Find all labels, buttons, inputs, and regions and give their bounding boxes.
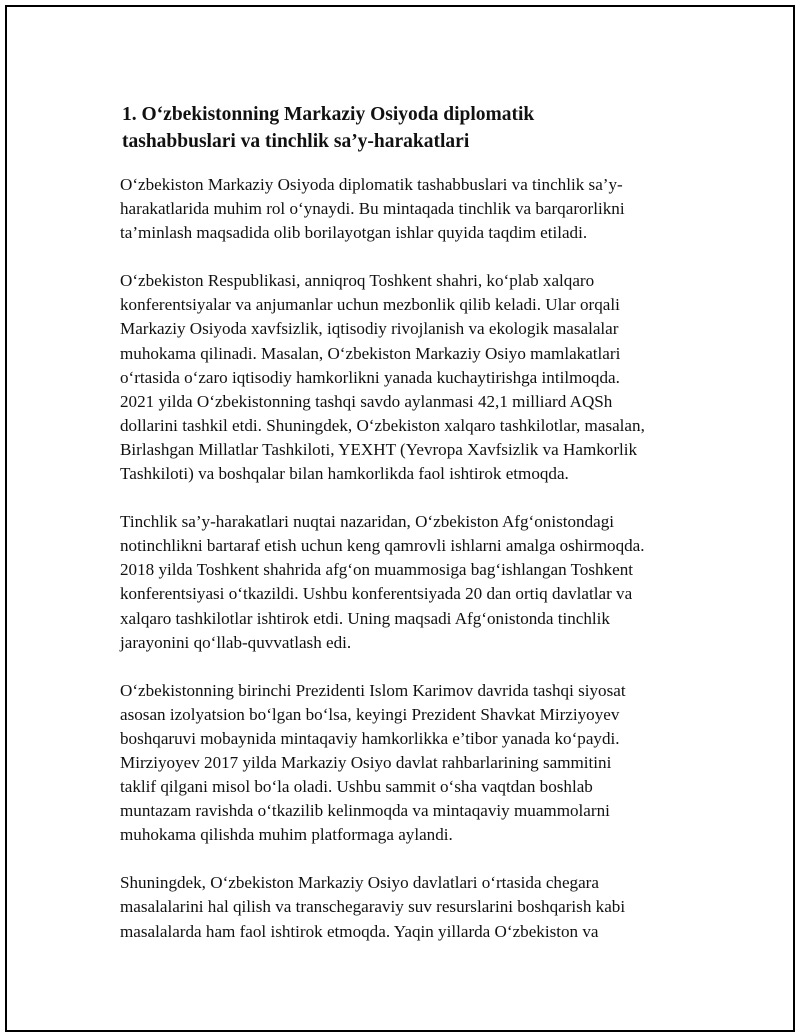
paragraph-line: konferentsiyasi o‘tkazildi. Ushbu konferentsiyada 20 dan ortiq davlatlar va xyxy=(120,584,633,604)
paragraph-line: O‘zbekistonning birinchi Prezidenti Islom Karimov davrida tashqi siyosat xyxy=(120,680,626,700)
paragraph-line: masalalarini hal qilish va transchegaraviy suv resurslarini boshqarish kabi xyxy=(120,897,626,917)
paragraph-line: Birlashgan Millatlar Tashkiloti, YEXHT (Yevropa Xavfsizlik va Hamkorlik xyxy=(120,439,638,459)
paragraph-line: xalqaro tashkilotlar ishtirok etdi. Uning maqsadi Afg‘onistonda tinchlik xyxy=(120,608,610,628)
section-heading xyxy=(122,101,700,155)
paragraph-line: muntazam ravishda o‘tkazilib kelinmoqda va mintaqaviy muammolarni xyxy=(120,801,610,821)
paragraph-line: 2021 yilda O‘zbekistonning tashqi savdo aylanmasi 42,1 milliard AQSh xyxy=(120,391,613,411)
document-body xyxy=(120,101,700,968)
paragraph-line: harakatlarida muhim rol o‘ynaydi. Bu mintaqada tinchlik va barqarorlikni xyxy=(120,199,625,219)
paragraph-line: taklif qilgani misol bo‘la oladi. Ushbu sammit o‘sha vaqtdan boshlab xyxy=(120,777,593,797)
paragraph-line: Tinchlik sa’y-harakatlari nuqtai nazaridan, O‘zbekiston Afg‘onistondagi xyxy=(120,512,615,532)
paragraph-line: konferentsiyalar va anjumanlar uchun mezbonlik qilib keladi. Ular orqali xyxy=(120,295,620,315)
paragraph-line: asosan izolyatsion bo‘lgan bo‘lsa, keyingi Prezident Shavkat Mirziyoyev xyxy=(120,704,620,724)
paragraph-line: boshqaruvi mobaynida mintaqaviy hamkorlikka e’tibor yanada ko‘paydi. xyxy=(120,728,620,748)
page-frame xyxy=(5,5,795,1032)
paragraph-line: o‘rtasida o‘zaro iqtisodiy hamkorlikni yanada kuchaytirishga intilmoqda. xyxy=(120,367,620,387)
paragraph-line: jarayonini qo‘llab-quvvatlash edi. xyxy=(120,632,352,652)
paragraph-peace-efforts xyxy=(120,510,700,655)
paragraph-line: O‘zbekiston Markaziy Osiyoda diplomatik tashabbuslari va tinchlik sa’y- xyxy=(120,175,623,194)
paragraph-borders-water xyxy=(120,871,700,943)
paragraph-line: ta’minlash maqsadida olib borilayotgan ishlar quyida taqdim etiladi. xyxy=(120,223,588,243)
paragraph-intro xyxy=(120,173,700,245)
paragraph-line: Mirziyoyev 2017 yilda Markaziy Osiyo davlat rahbarlarining sammitini xyxy=(120,752,612,772)
paragraph-line: masalalarda ham faol ishtirok etmoqda. Yaqin yillarda O‘zbekiston va xyxy=(120,921,599,941)
paragraph-line: muhokama qilishda muhim platformaga aylandi. xyxy=(120,825,453,845)
heading-line: 1. O‘zbekistonning Markaziy Osiyoda diplomatik xyxy=(122,104,535,125)
paragraph-conferences xyxy=(120,269,700,486)
paragraph-line: dollarini tashkil etdi. Shuningdek, O‘zbekiston xalqaro tashkilotlar, masalan, xyxy=(120,415,645,435)
paragraph-line: notinchlikni bartaraf etish uchun keng qamrovli ishlarni amalga oshirmoqda. xyxy=(120,536,645,556)
paragraph-line: O‘zbekiston Respublikasi, anniqroq Toshkent shahri, ko‘plab xalqaro xyxy=(120,271,595,291)
paragraph-line: 2018 yilda Toshkent shahrida afg‘on muammosiga bag‘ishlangan Toshkent xyxy=(120,560,634,580)
paragraph-line: Shuningdek, O‘zbekiston Markaziy Osiyo davlatlari o‘rtasida chegara xyxy=(120,873,599,893)
paragraph-line: Markaziy Osiyoda xavfsizlik, iqtisodiy rivojlanish va ekologik masalalar xyxy=(120,319,619,339)
heading-line: tashabbuslari va tinchlik sa’y-harakatlari xyxy=(122,131,470,152)
paragraph-line: muhokama qilinadi. Masalan, O‘zbekiston Markaziy Osiyo mamlakatlari xyxy=(120,343,621,363)
paragraph-presidents xyxy=(120,679,700,848)
paragraph-line: Tashkiloti) va boshqalar bilan hamkorlikda faol ishtirok etmoqda. xyxy=(120,464,569,484)
